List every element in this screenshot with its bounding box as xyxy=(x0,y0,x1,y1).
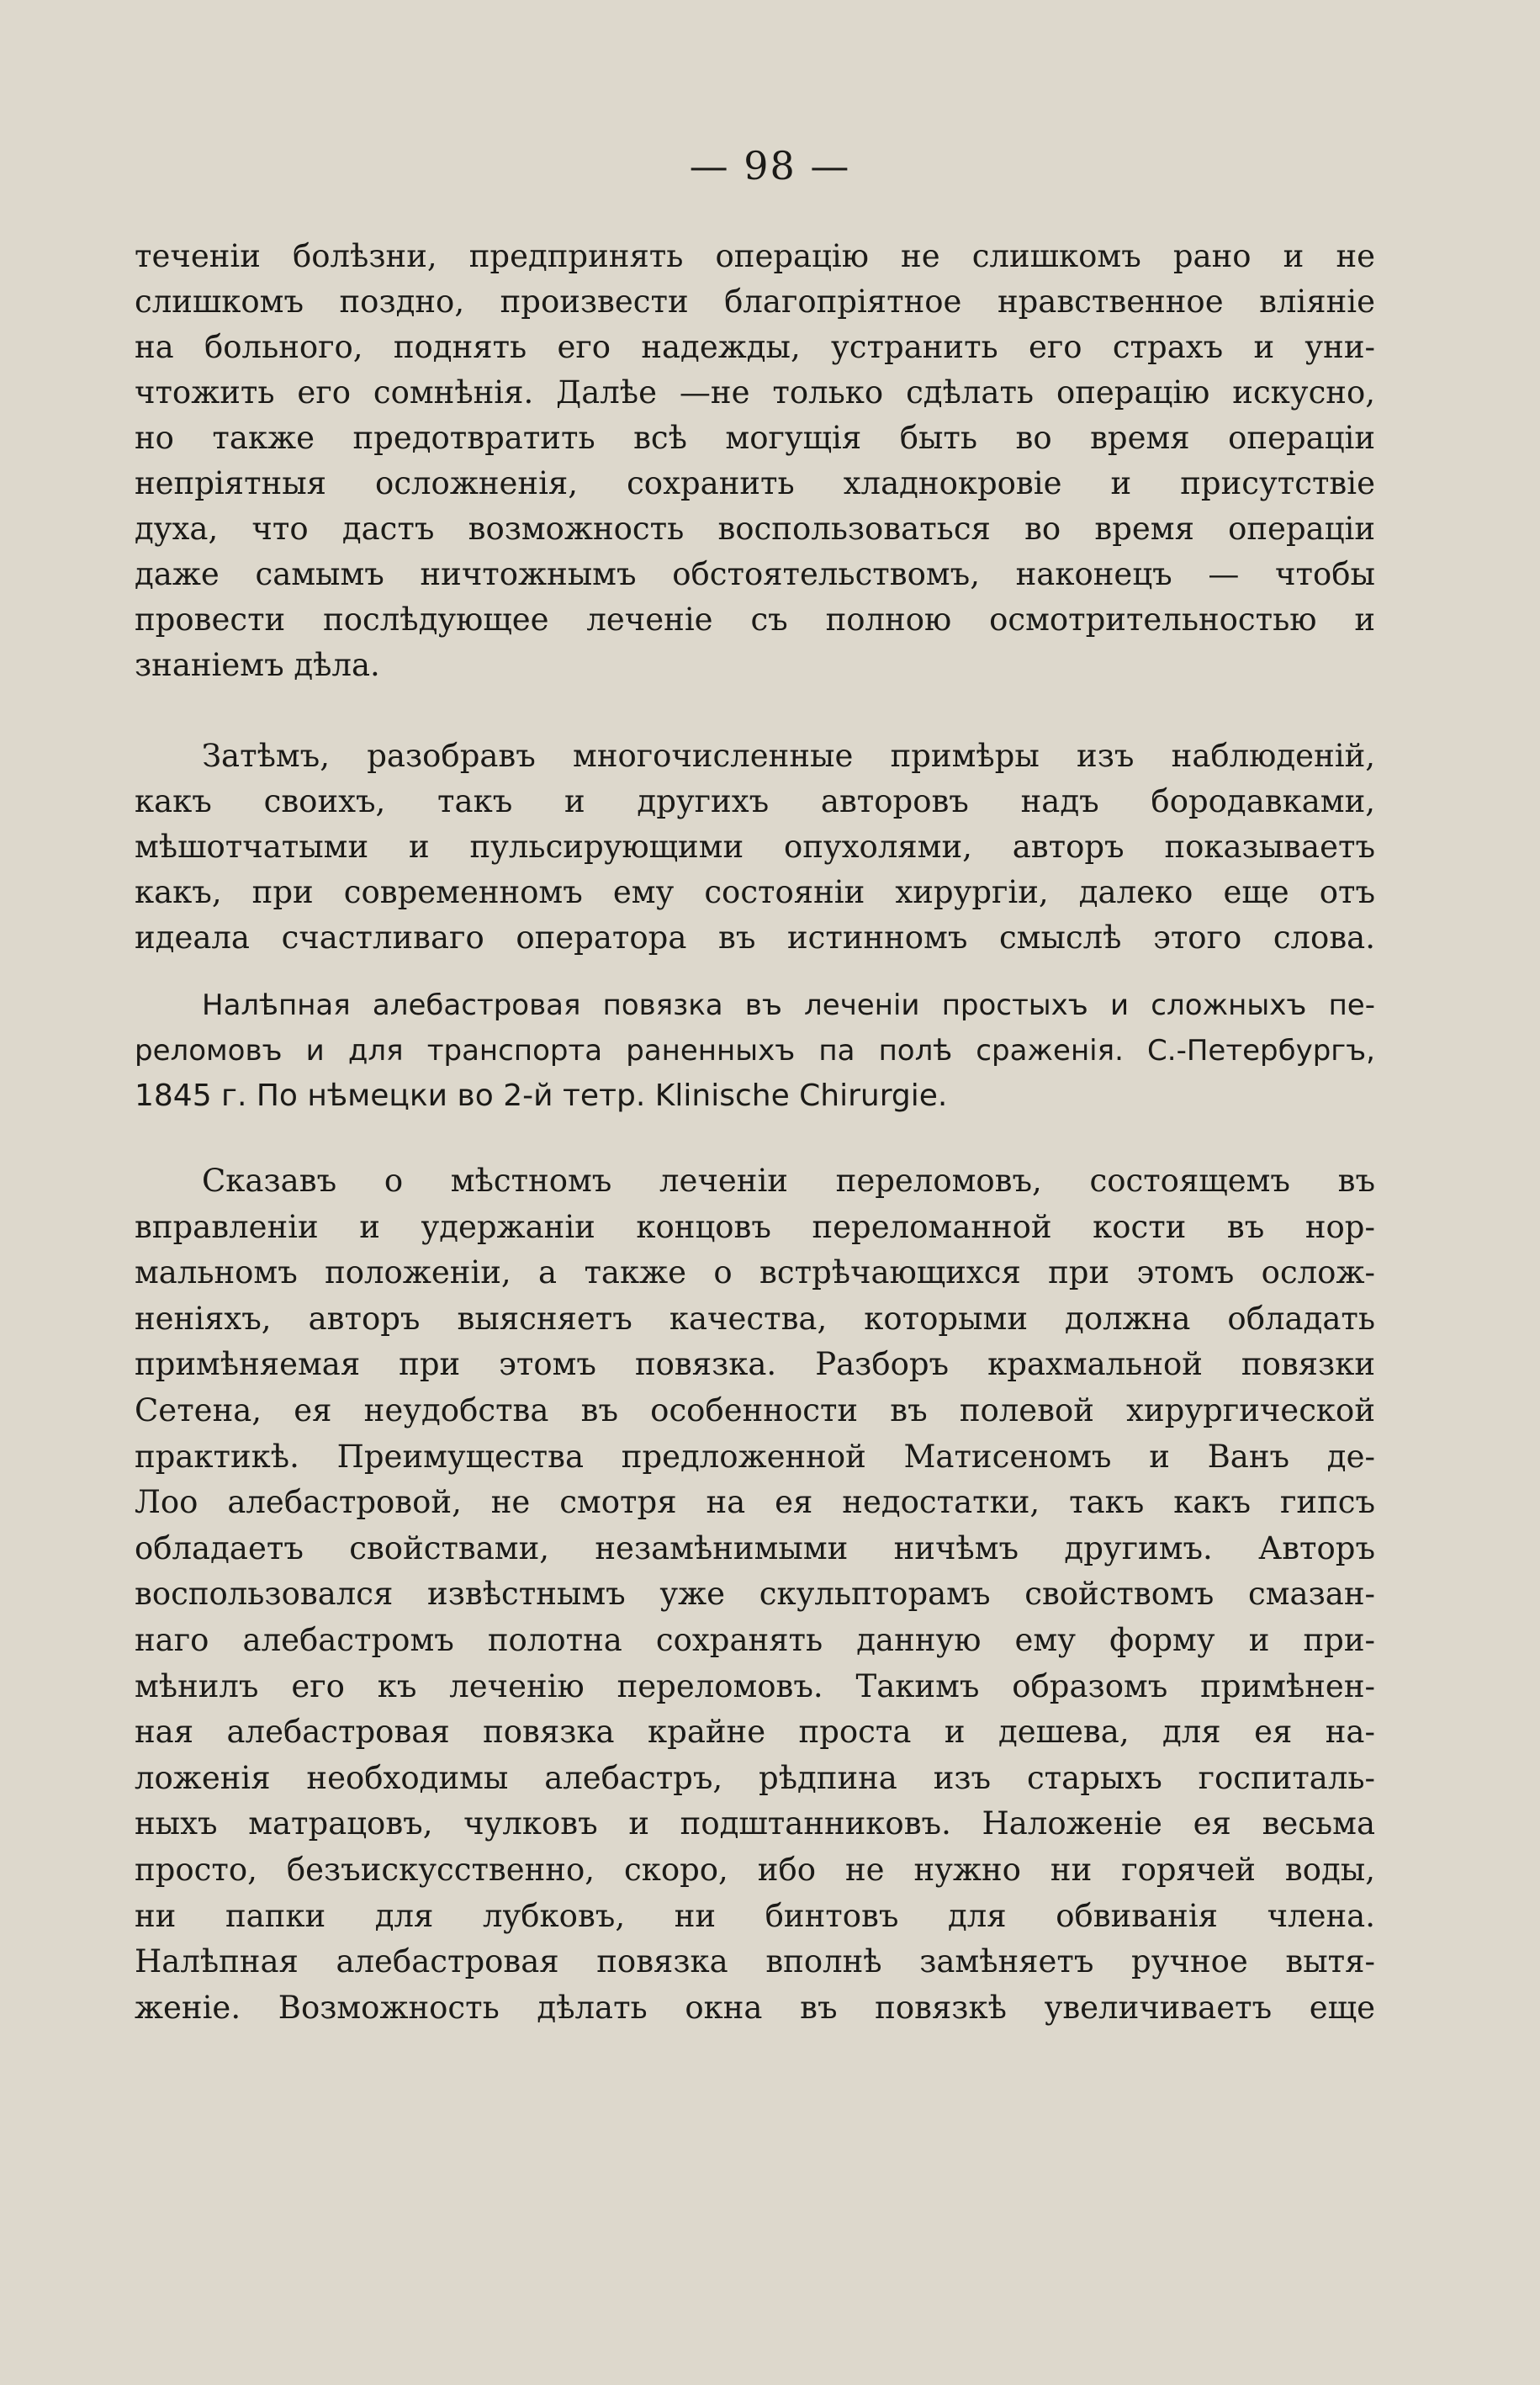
text-line: Лоо алебастровой, не смотря на ея недостатки, такъ какъ гипсъ xyxy=(135,1484,1375,1521)
heading-line: реломовъ и для транспорта раненныхъ па полѣ сраженія. С.-Петербургъ, xyxy=(135,1034,1375,1068)
text-line: теченіи болѣзни, предпринять операцію не слишкомъ рано и не xyxy=(135,238,1375,274)
paragraph-3 xyxy=(135,1158,1375,2031)
text-line: чтожить его сомнѣнія. Далѣе —не только сдѣлать операцію искусно, xyxy=(135,374,1375,411)
text-line: ни папки для лубковъ, ни бинтовъ для обвиванія члена. xyxy=(135,1897,1375,1934)
text-line: провести послѣдующее леченіе съ полною осмотрительностью и xyxy=(135,602,1375,638)
text-line: знаніемъ дѣла. xyxy=(135,647,380,683)
text-line: слишкомъ поздно, произвести благопріятное нравственное вліяніе xyxy=(135,284,1375,320)
text-line: неніяхъ, авторъ выясняетъ качества, которыми должна обладать xyxy=(135,1300,1375,1337)
text-line: непріятныя осложненія, сохранить хладнокровіе и присутствіе xyxy=(135,465,1375,501)
text-line: духа, что дастъ возможность воспользоваться во время операціи xyxy=(135,511,1375,547)
text-line: мальномъ положеніи, а также о встрѣчающихся при этомъ ослож- xyxy=(135,1254,1375,1291)
text-line: женіе. Возможность дѣлать окна въ повязкѣ увеличиваетъ еще xyxy=(135,1989,1375,2026)
text-line: идеала счастливаго оператора въ истинномъ смыслѣ этого слова. xyxy=(135,920,1375,956)
text-line: Налѣпная алебастровая повязка вполнѣ замѣняетъ ручное вытя- xyxy=(135,1943,1375,1980)
text-line: вправленіи и удержаніи концовъ переломанной кости въ нор- xyxy=(135,1208,1375,1245)
text-line: наго алебастромъ полотна сохранять данную ему форму и при- xyxy=(135,1621,1375,1658)
heading-line: Налѣпная алебастровая повязка въ леченіи простыхъ и сложныхъ пе- xyxy=(202,988,1375,1022)
text-line: Сетена, ея неудобства въ особенности въ полевой хирургической xyxy=(135,1391,1375,1428)
text-line: мѣнилъ его къ леченію переломовъ. Такимъ образомъ примѣнен- xyxy=(135,1667,1375,1704)
text-line: практикѣ. Преимущества предложенной Матисеномъ и Ванъ де- xyxy=(135,1438,1375,1475)
paragraph-1 xyxy=(135,234,1375,688)
text-line: какъ, при современномъ ему состояніи хирургіи, далеко еще отъ xyxy=(135,874,1375,910)
text-line: ныхъ матрацовъ, чулковъ и подштанниковъ. Наложеніе ея весьма xyxy=(135,1805,1375,1842)
heading-line: 1845 г. По нѣмецки во 2-й тетр. Klinische Chirurgie. xyxy=(135,1079,948,1113)
text-line: мѣшотчатыми и пульсирующими опухолями, авторъ показываетъ xyxy=(135,829,1375,865)
text-line: ложенія необходимы алебастръ, рѣдпина изъ старыхъ госпиталь- xyxy=(135,1759,1375,1796)
text-line: но также предотвратить всѣ могущія быть во время операціи xyxy=(135,420,1375,456)
paragraph-2 xyxy=(135,734,1375,961)
text-line: даже самымъ ничтожнымъ обстоятельствомъ, наконецъ — чтобы xyxy=(135,556,1375,592)
text-line: Затѣмъ, разобравъ многочисленные примѣры изъ наблюденій, xyxy=(202,738,1375,774)
text-line: воспользовался извѣстнымъ уже скульпторамъ свойствомъ смазан- xyxy=(135,1576,1375,1613)
text-line: Сказавъ о мѣстномъ леченіи переломовъ, состоящемъ въ xyxy=(202,1163,1375,1199)
text-line: на больного, поднять его надежды, устранить его страхъ и уни- xyxy=(135,329,1375,365)
page-number: — 98 — xyxy=(689,143,851,188)
text-line: просто, безъискусственно, скоро, ибо не нужно ни горячей воды, xyxy=(135,1851,1375,1888)
text-line: ная алебастровая повязка крайне проста и дешева, для ея на- xyxy=(135,1714,1375,1751)
text-line: примѣняемая при этомъ повязка. Разборъ крахмальной повязки xyxy=(135,1346,1375,1383)
text-line: какъ своихъ, такъ и другихъ авторовъ надъ бородавками, xyxy=(135,783,1375,819)
section-heading xyxy=(135,983,1375,1119)
text-line: обладаетъ свойствами, незамѣнимыми ничѣмъ другимъ. Авторъ xyxy=(135,1529,1375,1566)
